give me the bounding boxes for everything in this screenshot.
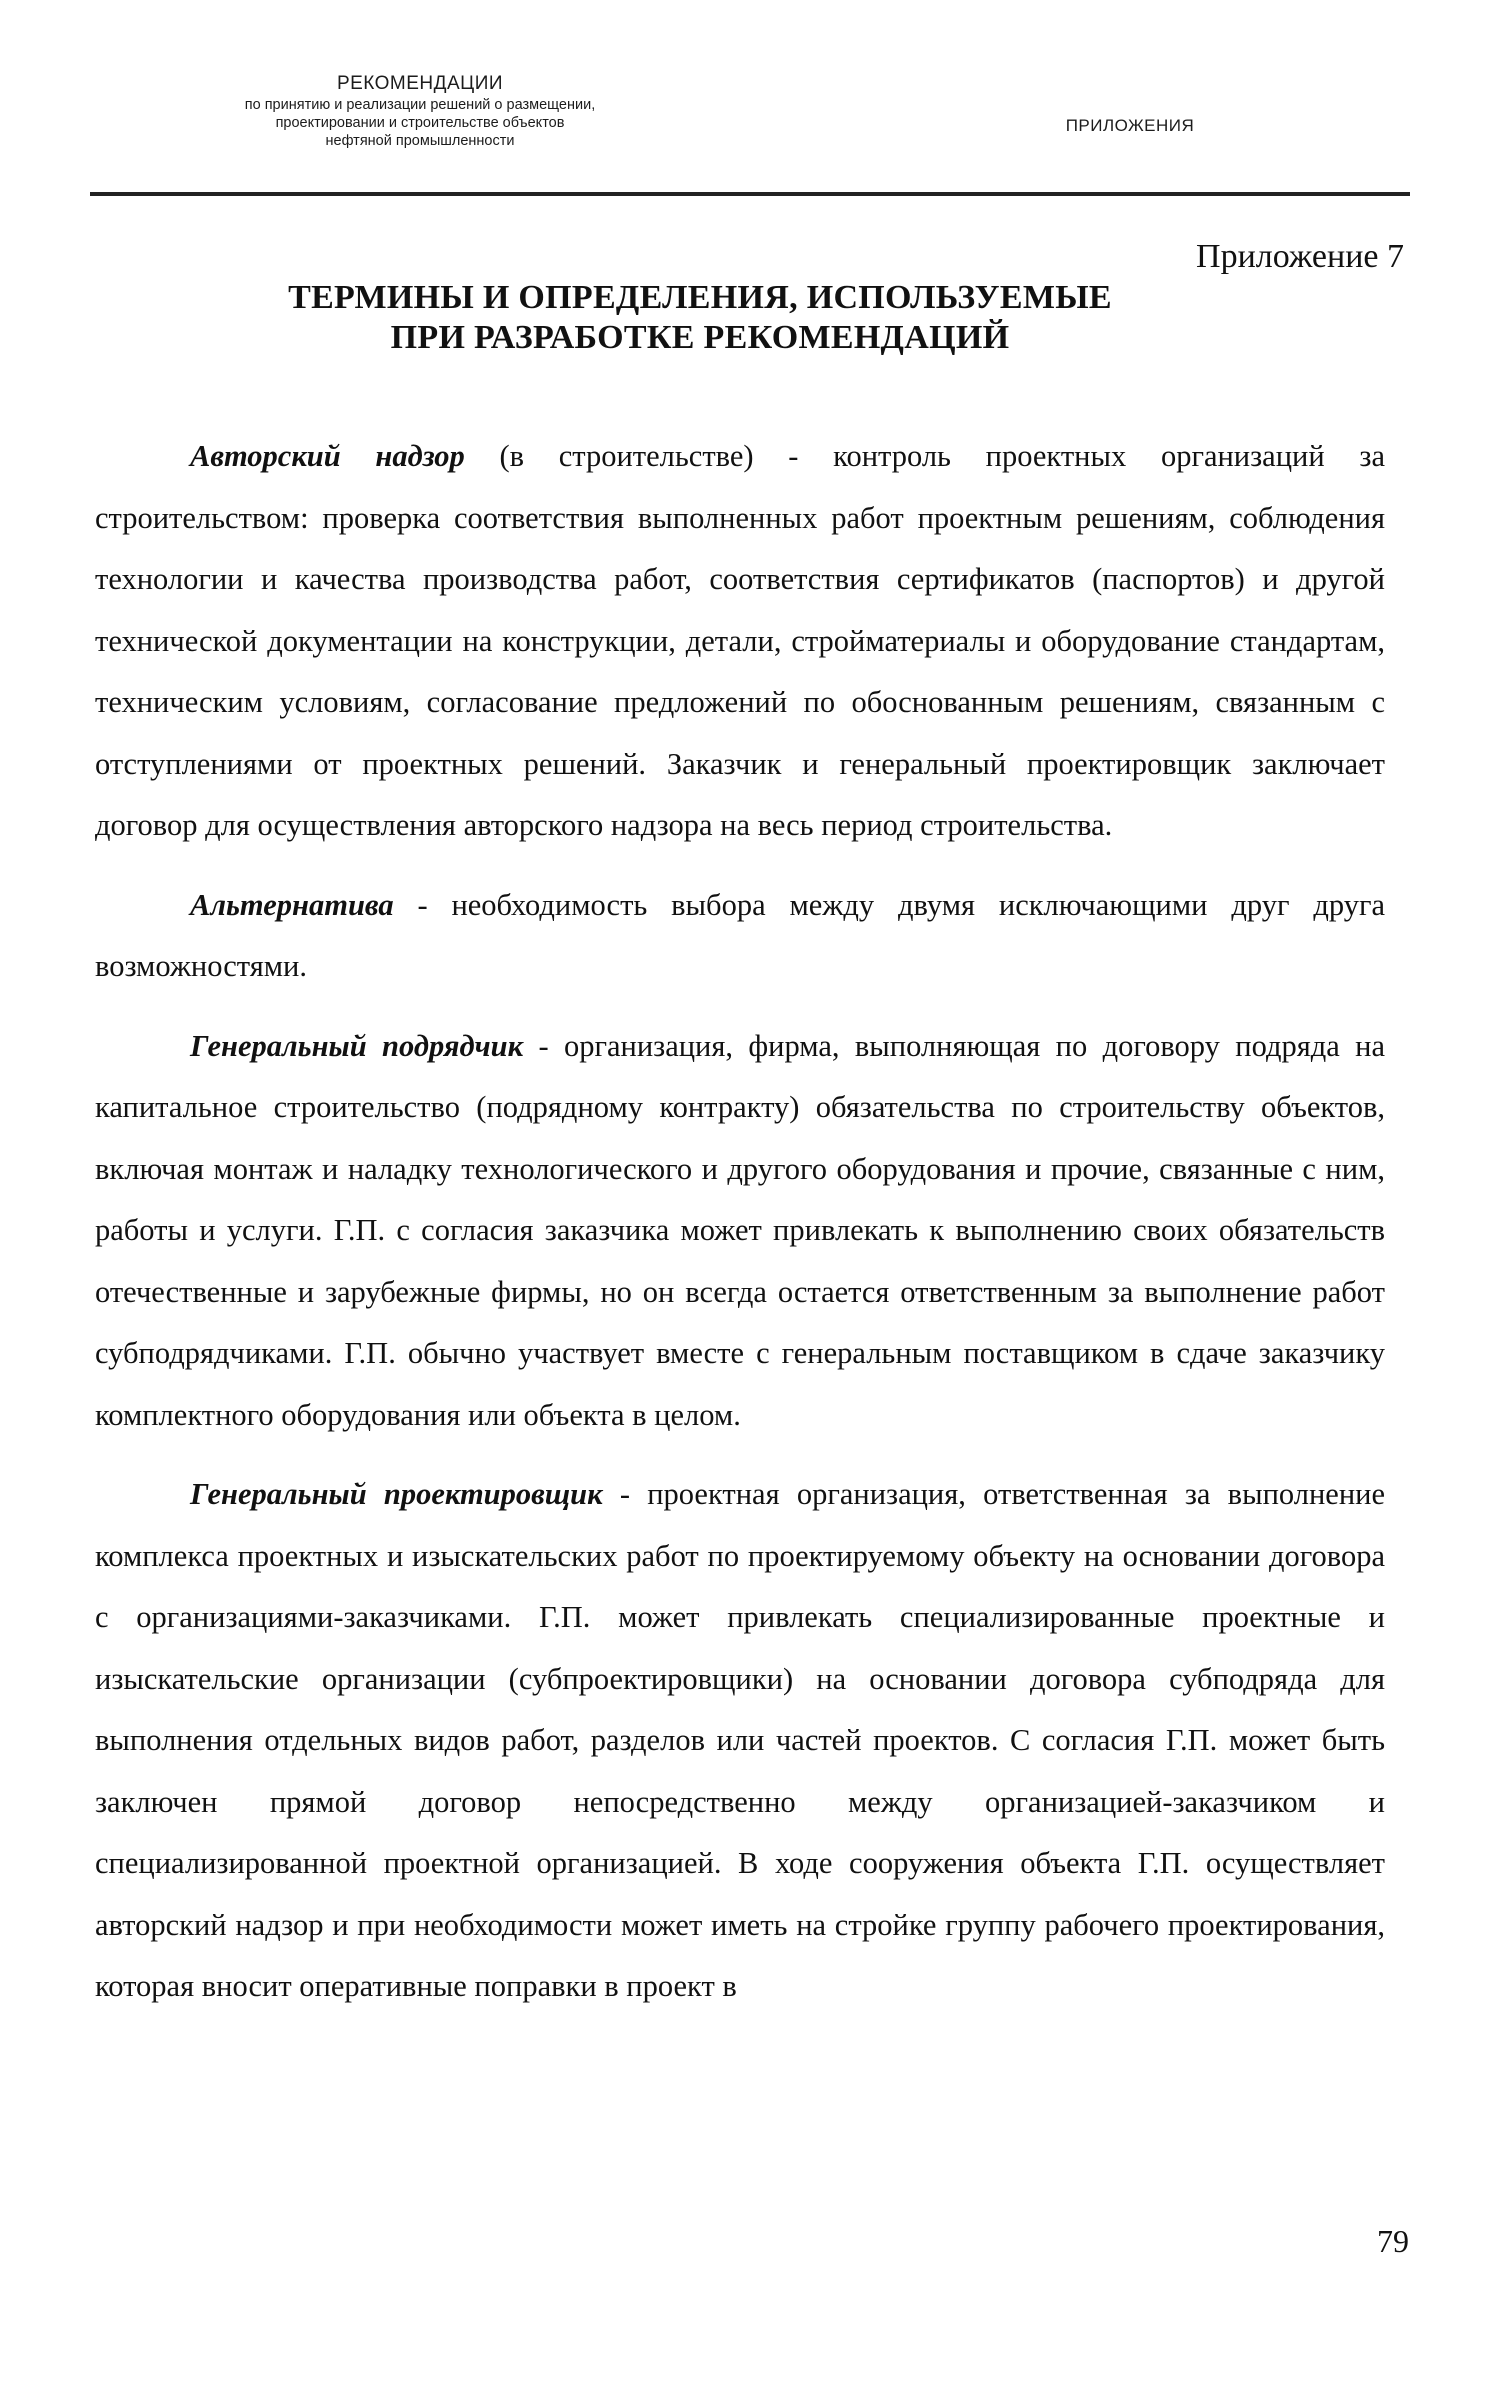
definition-text: - организация, фирма, выполняющая по договору подряда на капитальное строительство (подрядному контракту) обязательства по строительству объектов, включая монтаж и наладку технологического и другого оборудования и прочие, связанные с ним, работы и услуги. Г.П. с согласия заказчика может привлекать к выполнению своих обязательств отечественные и зарубежные фирмы, но он всегда остается ответственным за выполнение работ субподрядчиками. Г.П. обычно участвует вместе с генеральным поставщиком в сдаче заказчику комплектного оборудования или объекта в целом.	[95, 1028, 1386, 1432]
definition-paragraph	[95, 426, 1385, 857]
definition-text: (в строительстве) - контроль проектных организаций за строительством: проверка соответствия выполненных работ проектным решениям, соблюдения технологии и качества производства работ, соответствия сертификатов (паспортов) и другой технической документации на конструкции, детали, стройматериалы и оборудование стандартам, техническим условиям, согласование предложений по обоснованным решениям, связанным с отступлениями от проектных решений. Заказчик и генеральный проектировщик заключает договор для осуществления авторского надзора на весь период строительства.	[95, 439, 1385, 842]
definition-text: - проектная организация, ответственная за выполнение комплекса проектных и изыскательских работ по проектируемому объекту на основании договора с организациями-заказчиками. Г.П. может привлекать специализированные проектные и изыскательские организации (субпроектировщики) на основании договора субподряда для выполнения отдельных видов работ, разделов или частей проектов. С согласия Г.П. может быть заключен прямой договор непосредственно между организацией-заказчиком и специализированной проектной организацией. В ходе сооружения объекта Г.П. осуществляет авторский надзор и при необходимости может иметь на стройке группу рабочего проектирования, которая вносит оперативные поправки в проект в	[95, 1477, 1385, 2003]
header-divider	[90, 192, 1410, 196]
definition-text: - необходимость выбора между двумя исключающими друг друга возможностями.	[95, 887, 1385, 983]
header-title: РЕКОМЕНДАЦИИ	[336, 73, 504, 94]
header-subtitle-line-3: нефтяной промышленности	[325, 133, 515, 149]
definitions-body	[95, 426, 1385, 2036]
term: Генеральный проектировщик	[190, 1477, 603, 1511]
page-title-line-2: ПРИ РАЗРАБОТКЕ РЕКОМЕНДАЦИЙ	[390, 319, 1010, 356]
term: Авторский надзор	[190, 439, 465, 473]
running-header	[90, 72, 1410, 192]
page-title-line-1: ТЕРМИНЫ И ОПРЕДЕЛЕНИЯ, ИСПОЛЬЗУЕМЫЕ	[288, 279, 1112, 316]
annex-label: Приложение 7	[1196, 238, 1404, 275]
term: Альтернатива	[190, 887, 394, 922]
term: Генеральный подрядчик	[190, 1028, 524, 1063]
definition-paragraph	[95, 1464, 1385, 2018]
page-title	[200, 278, 1200, 358]
header-document-title-block	[130, 72, 710, 150]
header-section-name: ПРИЛОЖЕНИЯ	[1065, 116, 1195, 135]
header-subtitle-line-1: по принятию и реализации решений о размещении,	[244, 97, 596, 113]
header-subtitle-line-2: проектировании и строительстве объектов	[275, 115, 565, 131]
page-number: 79	[1377, 2223, 1409, 2259]
definition-paragraph	[95, 875, 1385, 998]
definition-paragraph	[95, 1016, 1385, 1447]
